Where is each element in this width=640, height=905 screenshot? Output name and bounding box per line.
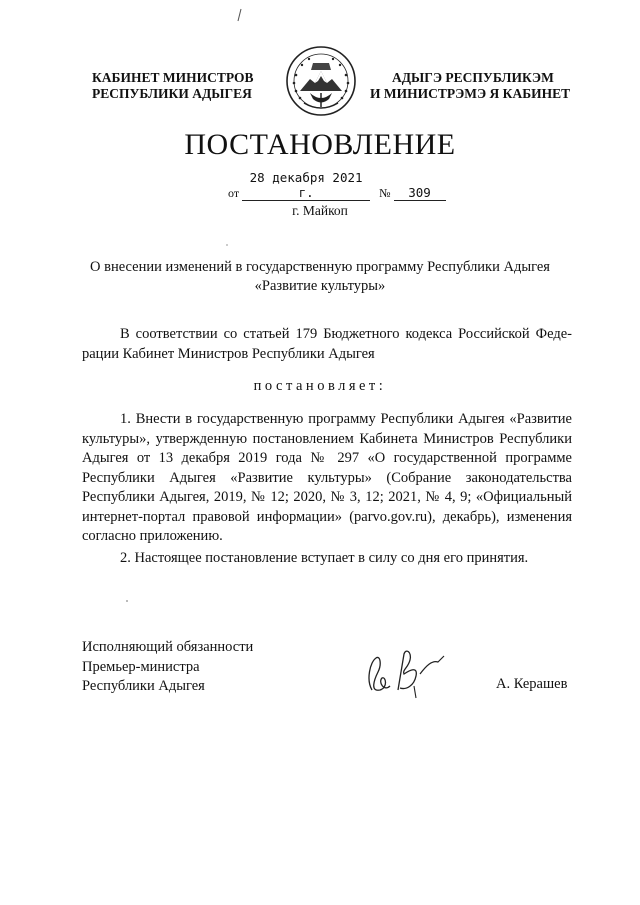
signatory-line3: Республики Адыгея — [82, 678, 205, 694]
signatory-line1: Исполняющий обязанности — [82, 639, 254, 655]
handwritten-signature — [360, 640, 460, 702]
scan-speck — [126, 600, 128, 602]
scan-speck — [226, 244, 228, 246]
header-left — [92, 70, 254, 102]
header-left-line2: РЕСПУБЛИКИ АДЫГЕЯ — [92, 86, 252, 101]
signatory-title — [82, 638, 253, 697]
dateline — [228, 170, 446, 201]
item-2-paragraph: 2. Настоящее постановление вступает в силу со дня его принятия. — [120, 550, 529, 566]
from-label: от — [228, 186, 240, 200]
preamble-paragraph: В соответствии со статьей 179 Бюджетного кодекса Российской Федерации Кабинет Министров Республики Адыгея — [82, 326, 572, 362]
header-left-line1: КАБИНЕТ МИНИСТРОВ — [92, 70, 254, 85]
city: г. Майкоп — [292, 203, 348, 218]
document-title: ПОСТАНОВЛЕНИЕ — [184, 128, 456, 161]
document-subject — [60, 258, 580, 296]
pen-mark — [236, 8, 242, 22]
number-label: № — [379, 186, 391, 200]
document-number: 309 — [394, 185, 446, 201]
subject-line1: О внесении изменений в государственную программу Республики Адыгея — [90, 259, 550, 275]
header-right-line2: И МИНИСТРЭМЭ Я КАБИНЕТ — [370, 86, 571, 101]
header-right — [370, 70, 570, 102]
resolves-heading: постановляет: — [253, 378, 387, 394]
subject-line2: «Развитие культуры» — [254, 278, 386, 294]
signatory-line2: Премьер-министра — [82, 658, 200, 675]
adygea-coat-of-arms-icon — [282, 43, 360, 117]
document-date: 28 декабря 2021 г. — [242, 170, 370, 201]
item-1-paragraph: 1. Внести в государственную программу Республики Адыгея «Развитие культуры», утвержденную постановлением Кабинета Министров Республики Адыгея от 13 декабря 2019 года № 297 «О государственной программе Республики Адыгея «Развитие культуры» (Собрание законодательства Республики Адыгея, 2019, № 12; 2020, № 3, 12; 2021, № 4, 9; «Официальный интернет-портал правовой информации» (parvo.gov.ru), декабрь), изменения согласно приложению. — [82, 411, 572, 544]
signatory-name: А. Керашев — [496, 676, 568, 692]
header-right-line1: АДЫГЭ РЕСПУБЛИКЭМ — [392, 70, 554, 85]
